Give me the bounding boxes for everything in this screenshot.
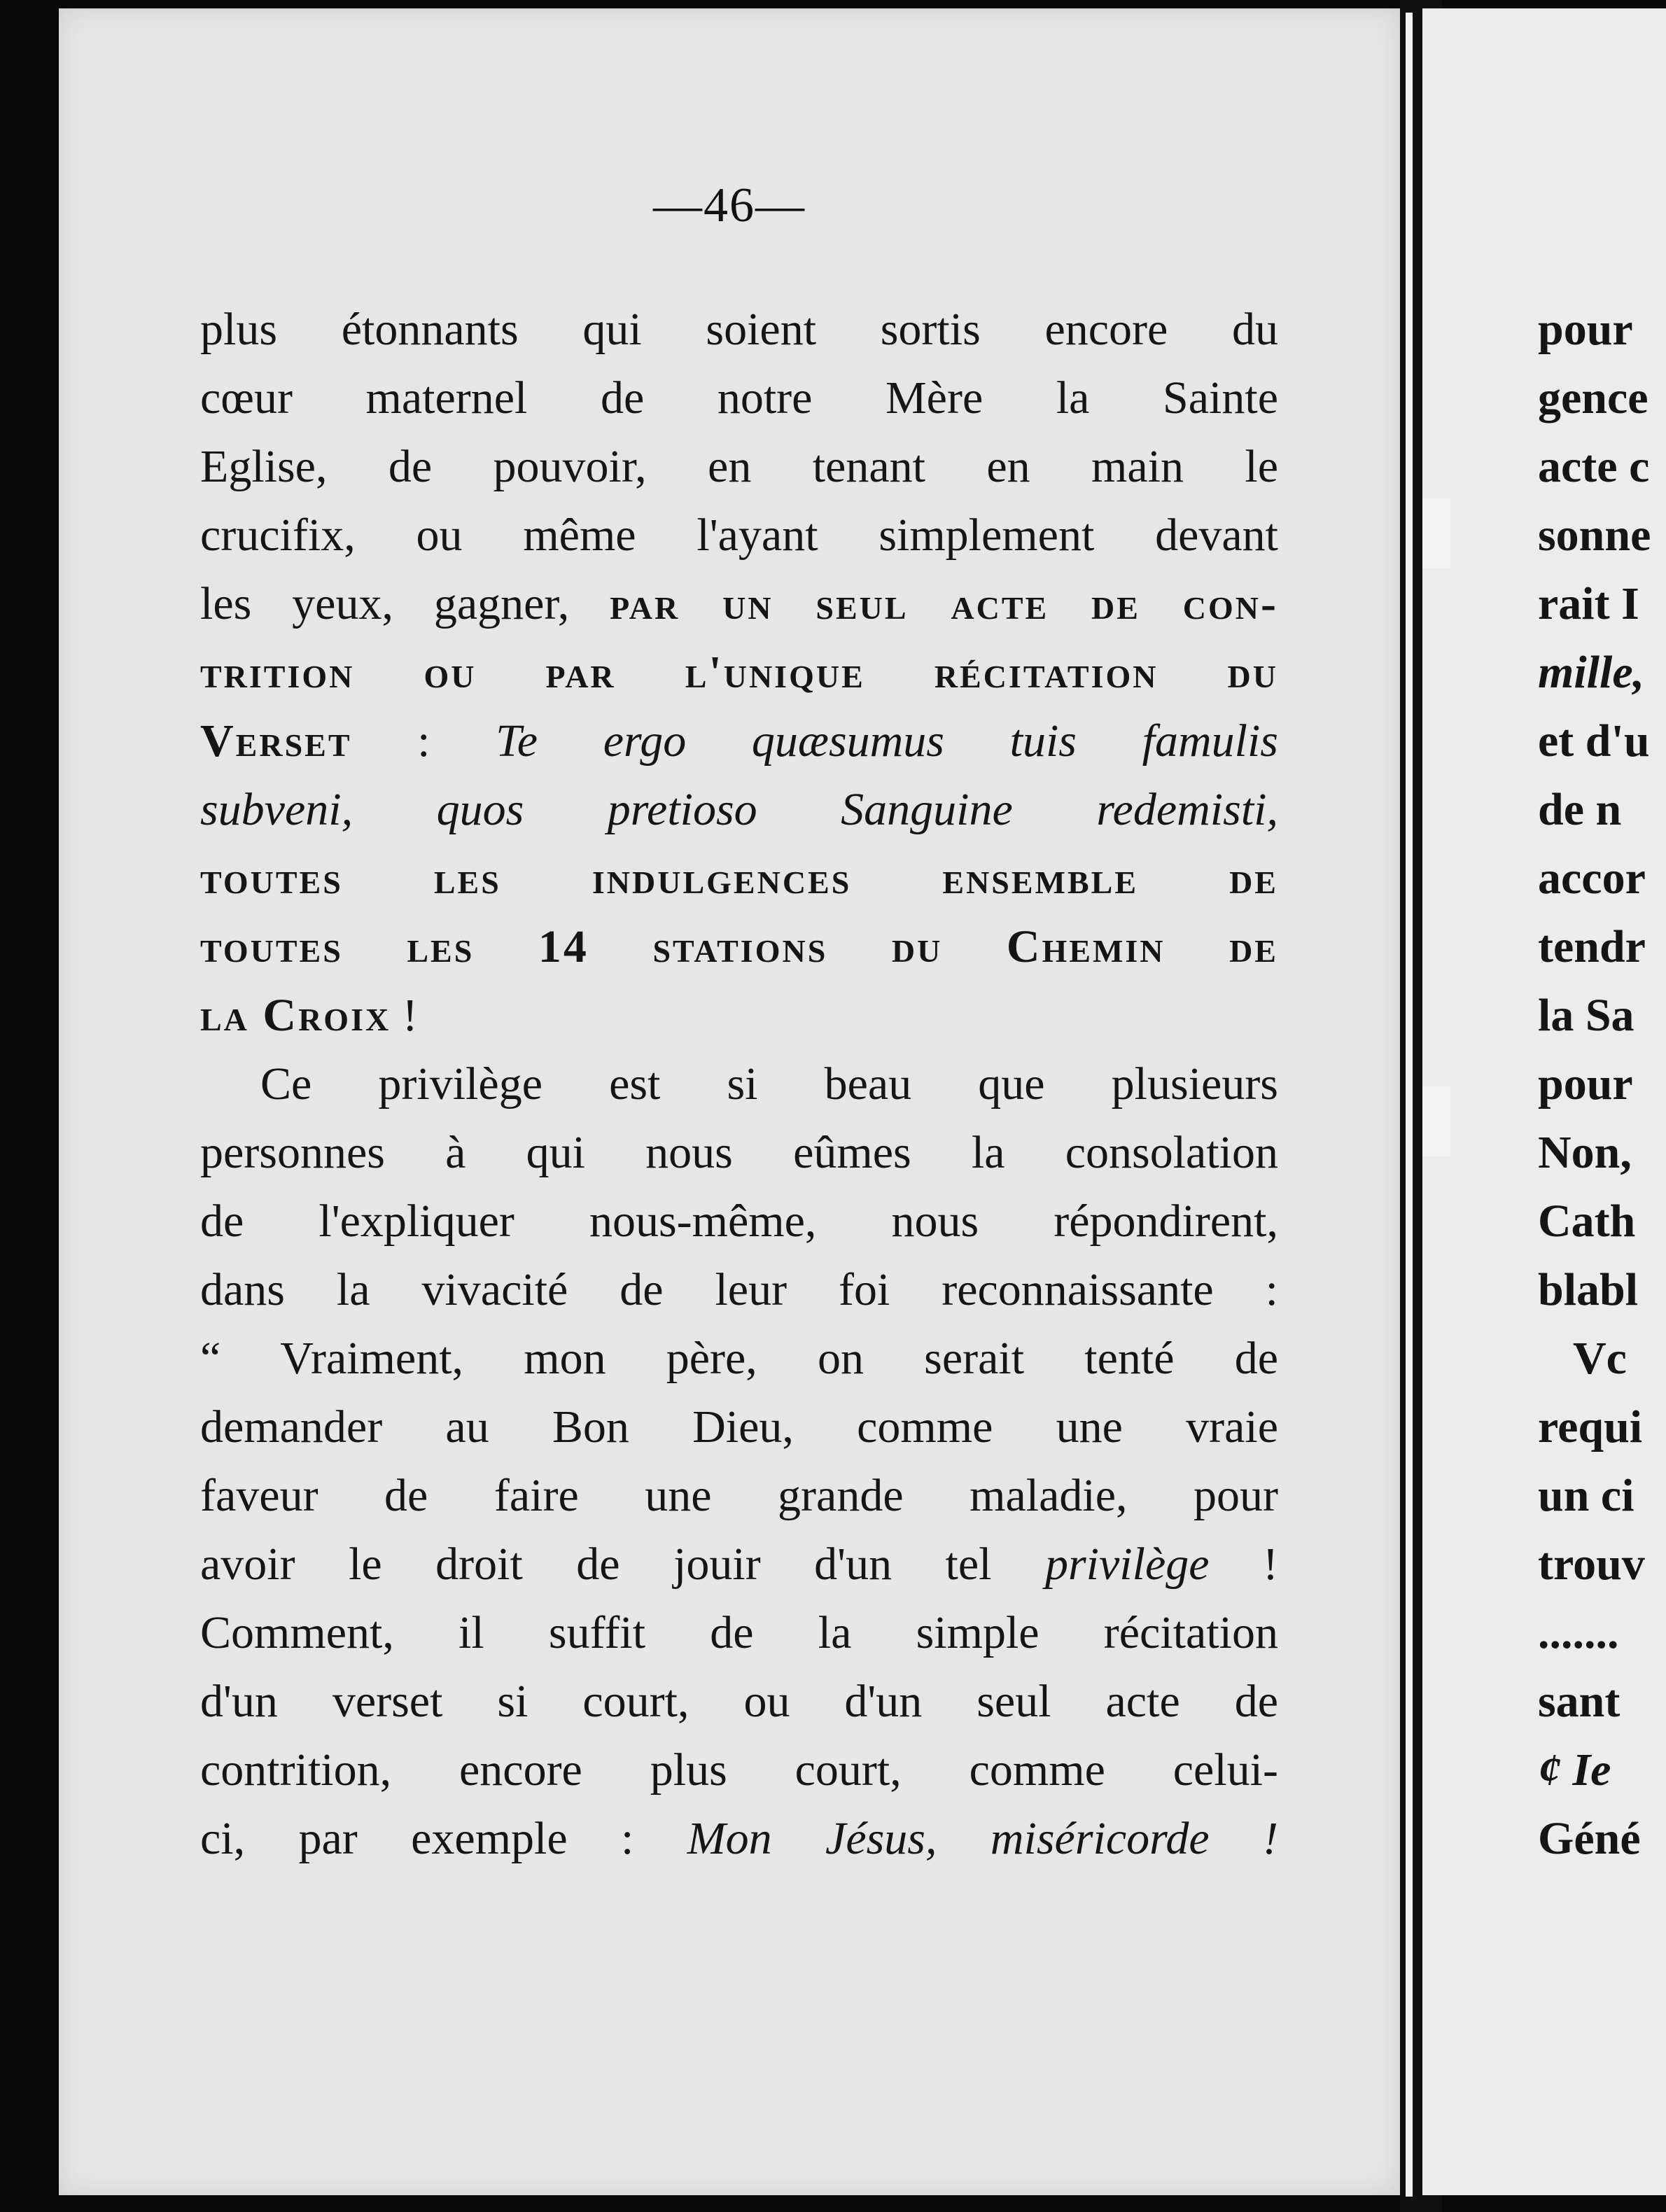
text-line: plus étonnants qui soient sortis encore du	[200, 304, 1278, 355]
right-page-text	[1538, 295, 1666, 1873]
right-text-line: ¢ Ie	[1538, 1744, 1611, 1795]
text-line: “ Vraiment, mon père, on serait tenté de	[200, 1333, 1278, 1384]
text-line	[200, 570, 1278, 638]
text-line	[200, 981, 1278, 1050]
text-span: !	[391, 990, 418, 1041]
right-text-line: Non,	[1538, 1127, 1632, 1178]
right-text-line: .......	[1538, 1607, 1619, 1658]
text-line: Comment, il suffit de la simple récitation	[200, 1607, 1278, 1658]
right-text-line: pour	[1538, 1058, 1633, 1110]
text-line: dans la vivacité de leur foi reconnaissante :	[200, 1264, 1278, 1315]
text-line	[200, 844, 1278, 913]
text-line: contrition, encore plus court, comme celui-	[200, 1744, 1278, 1795]
text-line: Eglise, de pouvoir, en tenant en main le	[200, 441, 1278, 492]
right-text-line: sant	[1538, 1676, 1620, 1727]
text-span: !	[1209, 1539, 1278, 1590]
text-line: Ce privilège est si beau que plusieurs	[260, 1058, 1278, 1110]
right-text-line: Vc	[1573, 1333, 1627, 1384]
text-line	[200, 913, 1278, 981]
small-caps-span: toutes les 14 stations du Chemin de	[200, 921, 1278, 972]
small-caps-span: toutes les indulgences ensemble de	[200, 853, 1278, 904]
right-text-line: Géné	[1538, 1813, 1641, 1864]
small-caps-span: trition ou par l'unique récitation du	[200, 647, 1278, 698]
text-line: de l'expliquer nous-même, nous répondirent,	[200, 1196, 1278, 1247]
text-span: :	[351, 715, 496, 766]
right-text-line: Cath	[1538, 1196, 1636, 1247]
emphasis-span: Mon Jésus, miséricorde !	[687, 1813, 1278, 1864]
text-line: cœur maternel de notre Mère la Sainte	[200, 372, 1278, 424]
right-text-line: pour	[1538, 304, 1633, 355]
latin-verse-span: subveni, quos pretioso Sanguine redemisti,	[200, 784, 1278, 835]
text-line	[200, 1530, 1278, 1599]
binding-notch	[1422, 1086, 1450, 1156]
right-text-line: acte c	[1538, 441, 1650, 492]
text-line: d'un verset si court, ou d'un seul acte de	[200, 1676, 1278, 1727]
page-number: —46—	[653, 178, 806, 232]
right-text-line: blabl	[1538, 1264, 1639, 1315]
small-caps-span: par un seul acte de con-	[610, 578, 1278, 629]
text-line: personnes à qui nous eûmes la consolation	[200, 1127, 1278, 1178]
text-line: demander au Bon Dieu, comme une vraie	[200, 1401, 1278, 1452]
right-text-line: requi	[1538, 1401, 1643, 1452]
right-text-line: sonne	[1538, 510, 1651, 561]
right-text-line: rait I	[1538, 578, 1639, 629]
right-text-line: la Sa	[1538, 990, 1634, 1041]
text-line: crucifix, ou même l'ayant simplement devant	[200, 510, 1278, 561]
right-text-line: mille,	[1538, 647, 1645, 698]
text-line	[200, 1805, 1278, 1873]
right-text-line: un ci	[1538, 1470, 1634, 1521]
text-line	[200, 707, 1278, 776]
text-line	[200, 776, 1278, 844]
small-caps-span: Verset	[200, 715, 352, 766]
right-text-line: trouv	[1538, 1539, 1645, 1590]
right-text-line: de n	[1538, 784, 1622, 835]
right-text-line: accor	[1538, 853, 1646, 904]
right-text-line: et d'u	[1538, 715, 1650, 766]
right-text-line: gence	[1538, 372, 1648, 424]
body-text	[200, 295, 1278, 1873]
text-span: avoir le droit de jouir d'un tel	[200, 1539, 1045, 1590]
page-fold-line	[1406, 13, 1413, 2197]
text-span: les yeux, gagner,	[200, 578, 570, 629]
text-line	[200, 638, 1278, 707]
small-caps-span: la Croix	[200, 990, 391, 1041]
text-span: ci, par exemple :	[200, 1813, 687, 1864]
text-line: faveur de faire une grande maladie, pour	[200, 1470, 1278, 1521]
right-text-line: tendr	[1538, 921, 1646, 972]
binding-notch	[1422, 498, 1450, 568]
emphasis-span: privilège	[1044, 1539, 1210, 1590]
latin-verse-span: Te ergo quæsumus tuis famulis	[496, 715, 1278, 766]
